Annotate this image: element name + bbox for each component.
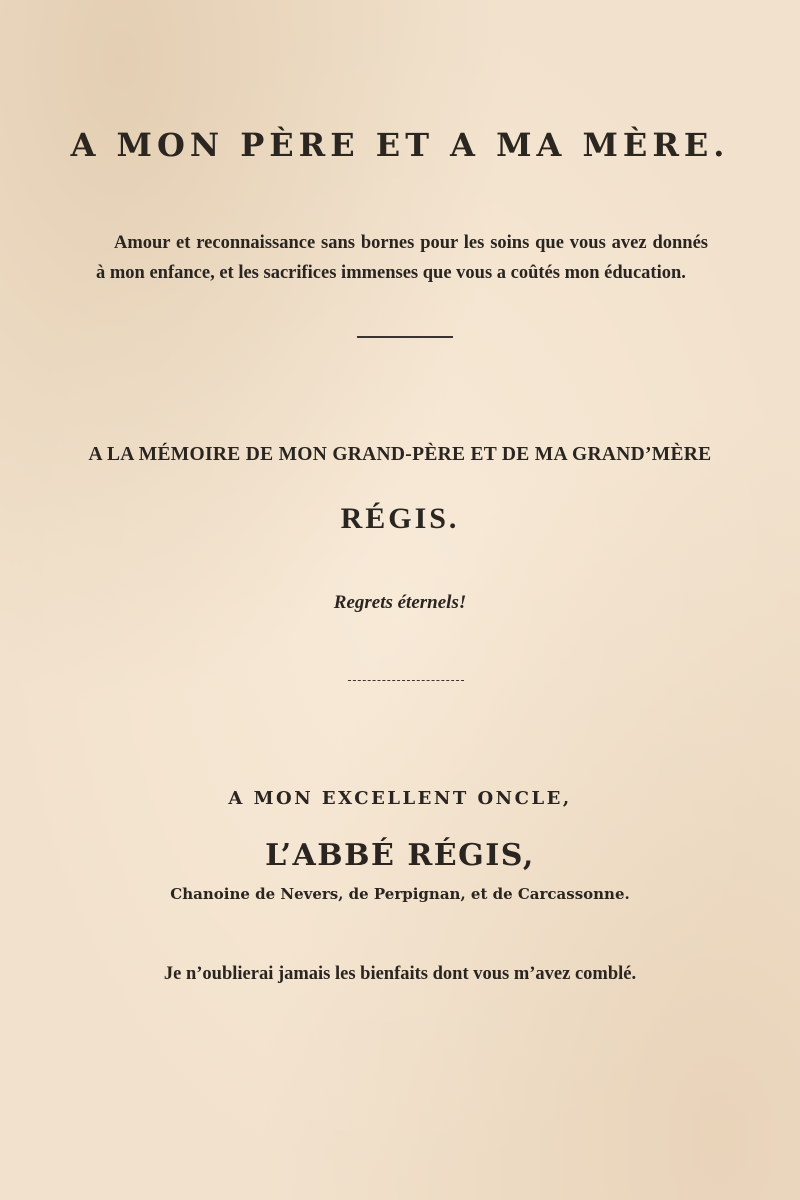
uncle-titles: Chanoine de Nevers, de Perpignan, et de Carcassonne. bbox=[170, 885, 630, 903]
memory-name: RÉGIS. bbox=[340, 502, 460, 535]
divider-rule-dashed bbox=[348, 680, 464, 681]
memory-heading: A LA MÉMOIRE DE MON GRAND-PÈRE ET DE MA GRAND’MÈRE bbox=[88, 444, 712, 465]
uncle-dedication-text: Je n’oublierai jamais les bienfaits dont vous m’avez comblé. bbox=[163, 964, 637, 984]
uncle-heading: A MON EXCELLENT ONCLE, bbox=[228, 788, 572, 809]
regrets-text: Regrets éternels! bbox=[333, 592, 467, 613]
divider-rule bbox=[357, 336, 453, 338]
uncle-name: L’ABBÉ RÉGIS, bbox=[265, 838, 535, 873]
dedication-parents-text: Amour et reconnaissance sans bornes pour les soins que vous avez donnés à mon enfance, et les sacrifices immenses que vous a coûtés mon éducation. bbox=[96, 233, 708, 283]
dedication-title: A MON PÈRE ET A MA MÈRE. bbox=[70, 126, 730, 164]
